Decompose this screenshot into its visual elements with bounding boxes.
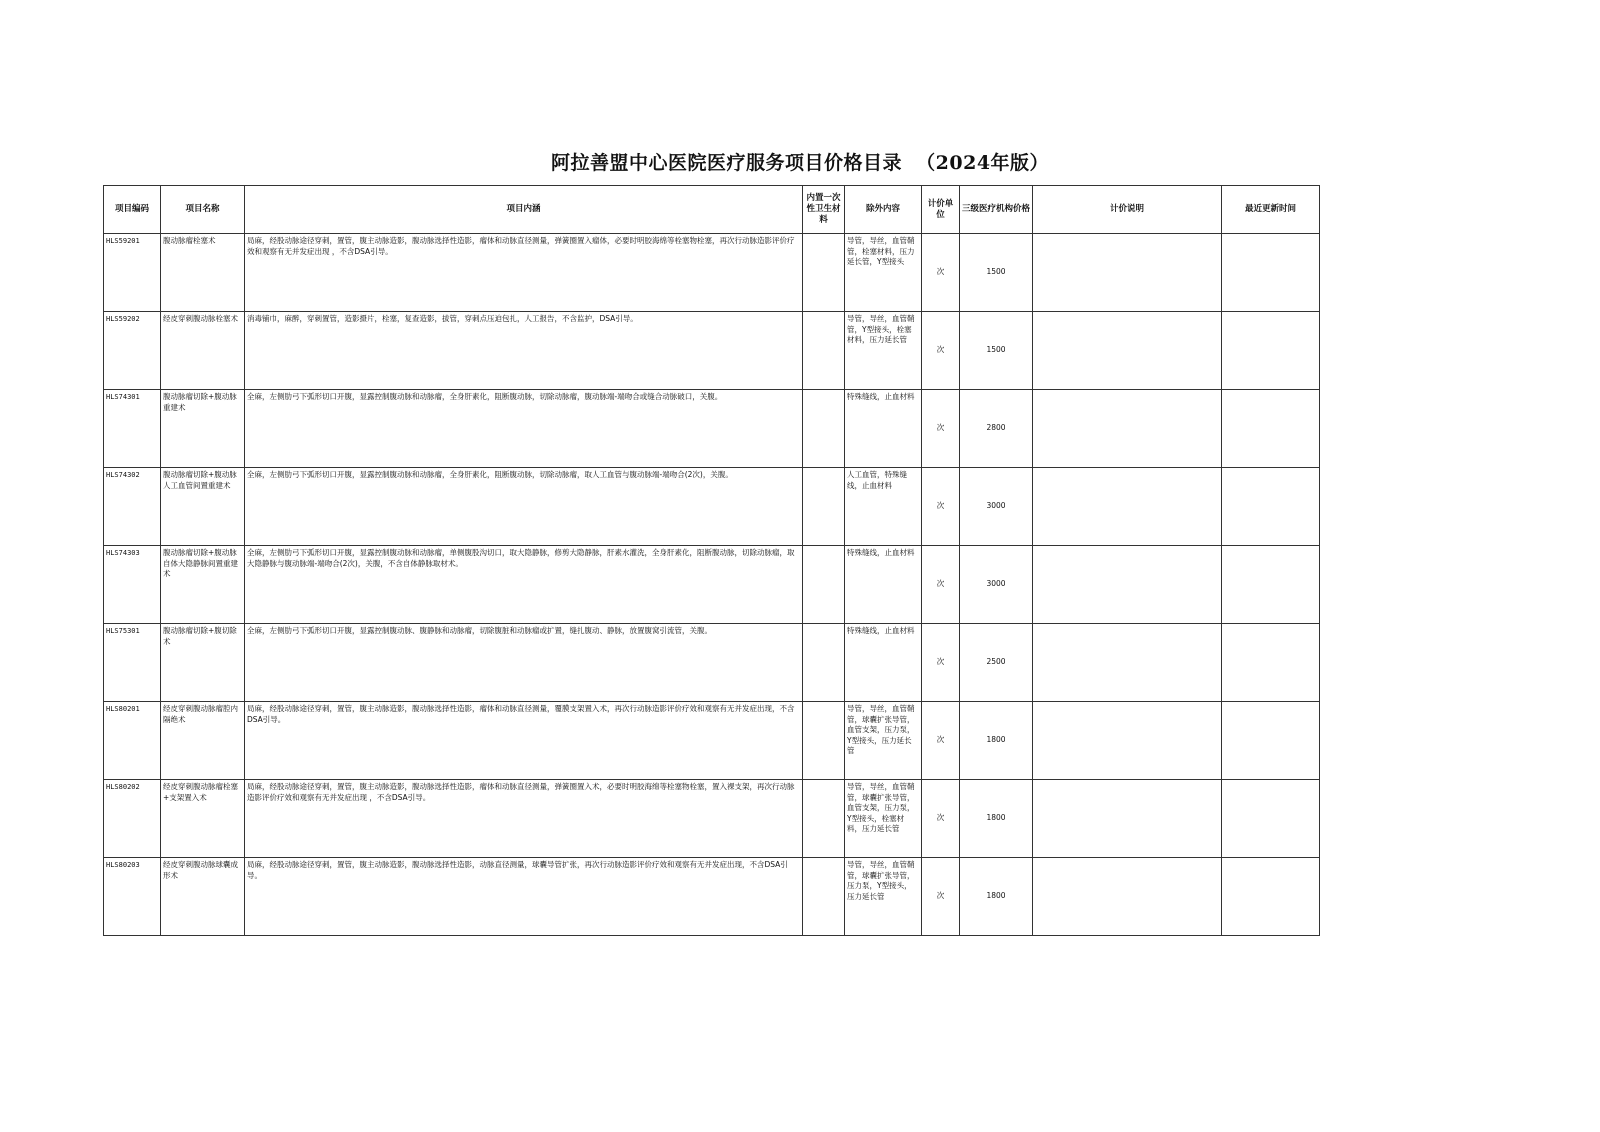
cell-code: HLS59202	[104, 312, 161, 390]
cell-unit: 次	[922, 234, 960, 312]
cell-price: 1800	[960, 780, 1033, 858]
cell-unit: 次	[922, 390, 960, 468]
cell-price: 1500	[960, 234, 1033, 312]
cell-price: 3000	[960, 468, 1033, 546]
cell-content: 局麻，经股动脉途径穿刺，置管，腹主动脉造影，腹动脉选择性造影，动脉直径测量，球囊导管扩张，再次行动脉造影评价疗效和观察有无并发症出现，不含DSA引导。	[245, 858, 803, 936]
header-price: 三级医疗机构价格	[960, 186, 1033, 234]
header-content: 项目内涵	[245, 186, 803, 234]
cell-exclusions: 导管，导丝，血管鞘管，球囊扩张导管，血管支架，压力泵，Y型接头，压力延长管	[845, 702, 922, 780]
cell-exclusions: 特殊缝线，止血材料	[845, 390, 922, 468]
cell-name: 腹动脉瘤切除+腹切除术	[161, 624, 245, 702]
header-materials: 内置一次性卫生材料	[803, 186, 845, 234]
cell-content: 全麻，左侧肋弓下弧形切口开腹，显露控制腹动脉、腹静脉和动脉瘤，切除腹脏和动脉瘤或扩置，缝扎腹动、静脉，放置腹窝引流管，关腹。	[245, 624, 803, 702]
cell-code: HLS80203	[104, 858, 161, 936]
cell-code: HLS80202	[104, 780, 161, 858]
table-row	[104, 858, 1320, 936]
cell-exclusions: 导管，导丝，血管鞘管，Y型接头，栓塞材料，压力延长管	[845, 312, 922, 390]
table-row	[104, 390, 1320, 468]
table-row	[104, 624, 1320, 702]
cell-materials	[803, 780, 845, 858]
cell-materials	[803, 858, 845, 936]
cell-note	[1033, 390, 1222, 468]
cell-updated	[1222, 468, 1320, 546]
cell-name: 经皮穿刺腹动脉瘤栓塞+支架置入术	[161, 780, 245, 858]
table-row	[104, 702, 1320, 780]
cell-materials	[803, 468, 845, 546]
table-body	[104, 234, 1320, 936]
page-title: 阿拉善盟中心医院医疗服务项目价格目录 （2024年版）	[550, 152, 1050, 174]
cell-exclusions: 人工血管，特殊缝线，止血材料	[845, 468, 922, 546]
header-unit: 计价单位	[922, 186, 960, 234]
cell-materials	[803, 234, 845, 312]
cell-materials	[803, 546, 845, 624]
cell-price: 1800	[960, 702, 1033, 780]
cell-exclusions: 导管，导丝，血管鞘管，球囊扩张导管，血管支架，压力泵，Y型接头，栓塞材料，压力延长管	[845, 780, 922, 858]
cell-updated	[1222, 390, 1320, 468]
cell-note	[1033, 312, 1222, 390]
table-row	[104, 234, 1320, 312]
cell-note	[1033, 624, 1222, 702]
cell-content: 局麻，经股动脉途径穿刺，置管，腹主动脉造影，腹动脉选择性造影，瘤体和动脉直径测量，弹簧圈置入术，必要时明胶海绵等栓塞物栓塞，置入裸支架，再次行动脉造影评价疗效和观察有无并发症出现 ，不含DSA引导。	[245, 780, 803, 858]
cell-exclusions: 特殊缝线，止血材料	[845, 546, 922, 624]
cell-exclusions: 特殊缝线，止血材料	[845, 624, 922, 702]
cell-content: 全麻，左侧肋弓下弧形切口开腹，显露控制腹动脉和动脉瘤，单侧腹股沟切口，取大隐静脉，修剪大隐静脉，肝素水灌洗，全身肝素化，阻断腹动脉，切除动脉瘤，取大隐静脉与腹动脉端-端吻合(2次)，关腹，不含自体静脉取材术。	[245, 546, 803, 624]
cell-name: 腹动脉瘤栓塞术	[161, 234, 245, 312]
cell-price: 3000	[960, 546, 1033, 624]
cell-name: 腹动脉瘤切除+腹动脉自体大隐静脉间置重建术	[161, 546, 245, 624]
cell-code: HLS74302	[104, 468, 161, 546]
table-row	[104, 780, 1320, 858]
cell-materials	[803, 624, 845, 702]
cell-content: 局麻，经股动脉途径穿刺，置管，腹主动脉造影，腹动脉选择性造影，瘤体和动脉直径测量，覆膜支架置入术，再次行动脉造影评价疗效和观察有无并发症出现，不含DSA引导。	[245, 702, 803, 780]
cell-content: 消毒铺巾，麻醉，穿刺置管，造影摄片，栓塞，复查造影，拔管，穿刺点压迫包扎，人工报告，不含监护，DSA引导。	[245, 312, 803, 390]
cell-content: 全麻，左侧肋弓下弧形切口开腹，显露控制腹动脉和动脉瘤，全身肝素化，阻断腹动脉，切除动脉瘤，腹动脉端-端吻合或缝合动脉破口，关腹。	[245, 390, 803, 468]
cell-price: 1800	[960, 858, 1033, 936]
cell-unit: 次	[922, 702, 960, 780]
cell-name: 经皮穿刺腹动脉球囊成形术	[161, 858, 245, 936]
cell-updated	[1222, 780, 1320, 858]
cell-name: 腹动脉瘤切除+腹动脉人工血管间置重建术	[161, 468, 245, 546]
cell-updated	[1222, 858, 1320, 936]
cell-updated	[1222, 546, 1320, 624]
cell-code: HLS75301	[104, 624, 161, 702]
cell-updated	[1222, 702, 1320, 780]
cell-unit: 次	[922, 858, 960, 936]
cell-note	[1033, 546, 1222, 624]
cell-note	[1033, 234, 1222, 312]
cell-price: 1500	[960, 312, 1033, 390]
price-table	[103, 185, 1320, 936]
cell-updated	[1222, 312, 1320, 390]
cell-code: HLS74303	[104, 546, 161, 624]
header-note: 计价说明	[1033, 186, 1222, 234]
cell-code: HLS74301	[104, 390, 161, 468]
cell-note	[1033, 468, 1222, 546]
cell-code: HLS59201	[104, 234, 161, 312]
header-name: 项目名称	[161, 186, 245, 234]
cell-name: 腹动脉瘤切除+腹动脉重建术	[161, 390, 245, 468]
cell-exclusions: 导管，导丝，血管鞘管，球囊扩张导管，压力泵，Y型接头，压力延长管	[845, 858, 922, 936]
header-exclusions: 除外内容	[845, 186, 922, 234]
table-row	[104, 312, 1320, 390]
table-row	[104, 468, 1320, 546]
cell-updated	[1222, 624, 1320, 702]
cell-name: 经皮穿刺腹动脉栓塞术	[161, 312, 245, 390]
cell-exclusions: 导管，导丝，血管鞘管，栓塞材料，压力延长管，Y型接头	[845, 234, 922, 312]
cell-materials	[803, 702, 845, 780]
cell-unit: 次	[922, 312, 960, 390]
cell-price: 2500	[960, 624, 1033, 702]
header-updated: 最近更新时间	[1222, 186, 1320, 234]
cell-code: HLS80201	[104, 702, 161, 780]
cell-materials	[803, 390, 845, 468]
header-row	[104, 186, 1320, 234]
cell-updated	[1222, 234, 1320, 312]
cell-content: 全麻，左侧肋弓下弧形切口开腹，显露控制腹动脉和动脉瘤，全身肝素化，阻断腹动脉，切除动脉瘤，取人工血管与腹动脉端-端吻合(2次)，关腹。	[245, 468, 803, 546]
header-code: 项目编码	[104, 186, 161, 234]
cell-unit: 次	[922, 624, 960, 702]
cell-note	[1033, 702, 1222, 780]
cell-name: 经皮穿刺腹动脉瘤腔内隔绝术	[161, 702, 245, 780]
cell-unit: 次	[922, 780, 960, 858]
cell-unit: 次	[922, 546, 960, 624]
cell-unit: 次	[922, 468, 960, 546]
cell-note	[1033, 780, 1222, 858]
cell-note	[1033, 858, 1222, 936]
cell-content: 局麻，经股动脉途径穿刺，置管，腹主动脉造影，腹动脉选择性造影，瘤体和动脉直径测量，弹簧圈置入瘤体，必要时明胶海绵等栓塞物栓塞，再次行动脉造影评价疗效和观察有无并发症出现 ，不含DSA引导。	[245, 234, 803, 312]
table-row	[104, 546, 1320, 624]
cell-price: 2800	[960, 390, 1033, 468]
cell-materials	[803, 312, 845, 390]
